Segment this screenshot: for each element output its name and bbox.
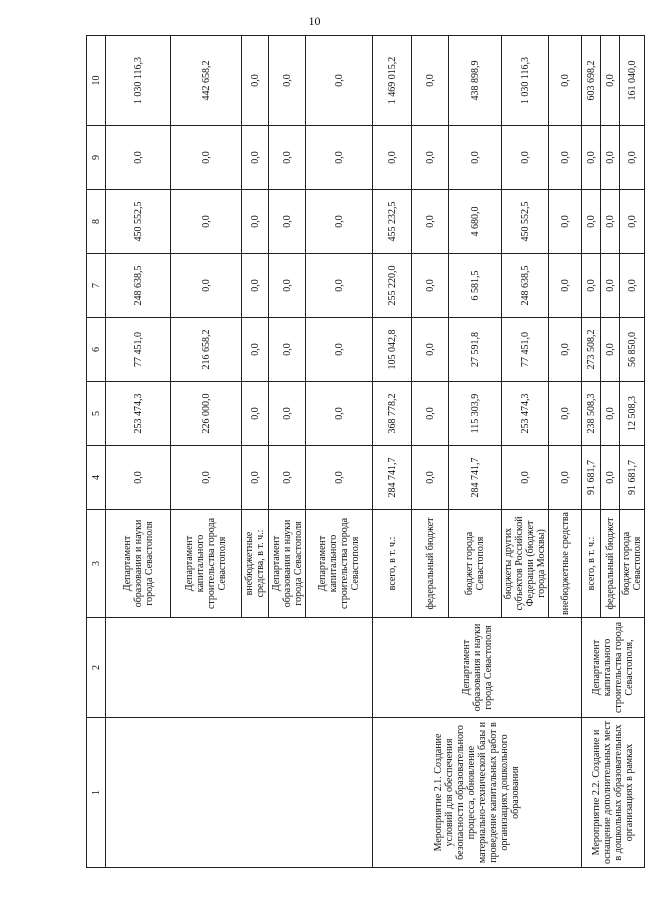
value-cell: 226 000,0 [171,382,242,446]
header-cell: 3 [87,510,106,618]
source-cell: всего, в т. ч.: [373,510,412,618]
value-cell: 0,0 [412,318,449,382]
value-cell: 0,0 [306,126,373,190]
measure-2-1-name: Мероприятие 2.1. Создание условий для обеспечения безопасности образовательного процесса, обновление материально-технической базы и проведение капитальных работ в организациях дошкольного образования [373,718,582,868]
value-cell: 56 850,0 [620,318,645,382]
value-cell: 0,0 [242,36,269,126]
value-cell: 0,0 [549,36,582,126]
table-row [582,36,601,868]
value-cell: 0,0 [171,254,242,318]
value-cell: 0,0 [306,254,373,318]
value-cell: 0,0 [242,318,269,382]
rotated-table-wrapper [86,36,643,868]
value-cell: 0,0 [269,446,306,510]
value-cell: 0,0 [412,190,449,254]
header-cell: 7 [87,254,106,318]
value-cell: 0,0 [242,446,269,510]
value-cell: 77 451,0 [106,318,171,382]
value-cell: 450 552,5 [502,190,549,254]
source-cell: Департамент капитального строительства города Севастополя [306,510,373,618]
value-cell: 115 303,9 [449,382,502,446]
value-cell: 0,0 [269,126,306,190]
source-cell: бюджет города Севастополя [449,510,502,618]
value-cell: 0,0 [269,190,306,254]
value-cell: 0,0 [601,190,620,254]
value-cell: 0,0 [412,382,449,446]
value-cell: 0,0 [582,254,601,318]
value-cell: 0,0 [106,446,171,510]
value-cell: 0,0 [502,446,549,510]
measure-2-2-name: Мероприятие 2.2. Создание и оснащение дополнительных мест в дошкольных образовательных организациях в рамках [582,718,645,868]
value-cell: 27 591,8 [449,318,502,382]
value-cell: 273 508,2 [582,318,601,382]
value-cell: 0,0 [549,446,582,510]
header-cell: 2 [87,618,106,718]
value-cell: 12 508,3 [620,382,645,446]
value-cell: 442 658,2 [171,36,242,126]
value-cell: 105 042,8 [373,318,412,382]
value-cell: 0,0 [582,190,601,254]
value-cell: 450 552,5 [106,190,171,254]
source-cell: бюджет города Севастополя [620,510,645,618]
measure-2-2-executor: Департамент капитального строительства города Севастополя, [582,618,645,718]
value-cell: 4 680,0 [449,190,502,254]
value-cell: 0,0 [412,126,449,190]
value-cell: 455 232,5 [373,190,412,254]
value-cell: 6 581,5 [449,254,502,318]
value-cell: 0,0 [306,190,373,254]
value-cell: 0,0 [601,382,620,446]
value-cell: 0,0 [269,318,306,382]
value-cell: 0,0 [242,382,269,446]
value-cell: 0,0 [306,36,373,126]
value-cell: 0,0 [373,126,412,190]
value-cell: 1 030 116,3 [502,36,549,126]
value-cell: 603 698,2 [582,36,601,126]
header-cell: 4 [87,446,106,510]
value-cell: 0,0 [601,36,620,126]
value-cell: 0,0 [549,190,582,254]
source-cell: федеральный бюджет [412,510,449,618]
header-cell: 5 [87,382,106,446]
value-cell: 248 638,5 [502,254,549,318]
value-cell: 0,0 [449,126,502,190]
value-cell: 0,0 [171,190,242,254]
value-cell: 0,0 [582,126,601,190]
value-cell: 1 030 116,3 [106,36,171,126]
header-cell: 1 [87,718,106,868]
table-row [373,36,412,868]
funding-table [86,35,645,868]
source-cell: бюджеты других субъектов Российской Федерации (бюджет города Москвы) [502,510,549,618]
source-cell: Департамент капитального строительства города Севастополя [171,510,242,618]
value-cell: 368 778,2 [373,382,412,446]
empty-cell [106,618,373,718]
value-cell: 0,0 [412,446,449,510]
header-cell: 6 [87,318,106,382]
value-cell: 0,0 [269,382,306,446]
header-cell: 10 [87,36,106,126]
value-cell: 438 898,9 [449,36,502,126]
value-cell: 0,0 [620,254,645,318]
page-number: 10 [308,14,321,28]
value-cell: 0,0 [601,254,620,318]
value-cell: 0,0 [171,126,242,190]
value-cell: 0,0 [620,126,645,190]
value-cell: 0,0 [242,126,269,190]
header-cell: 8 [87,190,106,254]
source-cell: Департамент образования и науки города Севастополя [106,510,171,618]
table-row [106,36,171,868]
value-cell: 0,0 [601,318,620,382]
header-cell: 9 [87,126,106,190]
source-cell: всего, в т. ч.: [582,510,601,618]
value-cell: 0,0 [106,126,171,190]
value-cell: 1 469 015,2 [373,36,412,126]
value-cell: 0,0 [502,126,549,190]
value-cell: 0,0 [306,318,373,382]
value-cell: 216 658,2 [171,318,242,382]
source-cell: Департамент образования и науки города Севастополя [269,510,306,618]
value-cell: 0,0 [601,446,620,510]
measure-2-1-executor: Департамент образования и науки города Севастополя [373,618,582,718]
value-cell: 0,0 [549,254,582,318]
value-cell: 0,0 [306,446,373,510]
value-cell: 0,0 [242,190,269,254]
value-cell: 0,0 [242,254,269,318]
value-cell: 0,0 [412,254,449,318]
value-cell: 0,0 [549,126,582,190]
value-cell: 0,0 [549,318,582,382]
value-cell: 161 040,0 [620,36,645,126]
value-cell: 253 474,3 [502,382,549,446]
value-cell: 0,0 [412,36,449,126]
value-cell: 91 681,7 [582,446,601,510]
value-cell: 0,0 [549,382,582,446]
value-cell: 284 741,7 [373,446,412,510]
value-cell: 253 474,3 [106,382,171,446]
value-cell: 0,0 [620,190,645,254]
value-cell: 0,0 [269,36,306,126]
empty-cell [106,718,373,868]
source-cell: внебюджетные средства, в т. ч.: [242,510,269,618]
value-cell: 91 681,7 [620,446,645,510]
value-cell: 0,0 [601,126,620,190]
value-cell: 238 508,3 [582,382,601,446]
header-row [87,36,106,868]
source-cell: внебюджетные средства [549,510,582,618]
value-cell: 248 638,5 [106,254,171,318]
value-cell: 0,0 [171,446,242,510]
value-cell: 77 451,0 [502,318,549,382]
source-cell: федеральный бюджет [601,510,620,618]
value-cell: 0,0 [269,254,306,318]
value-cell: 255 220,0 [373,254,412,318]
value-cell: 0,0 [306,382,373,446]
value-cell: 284 741,7 [449,446,502,510]
